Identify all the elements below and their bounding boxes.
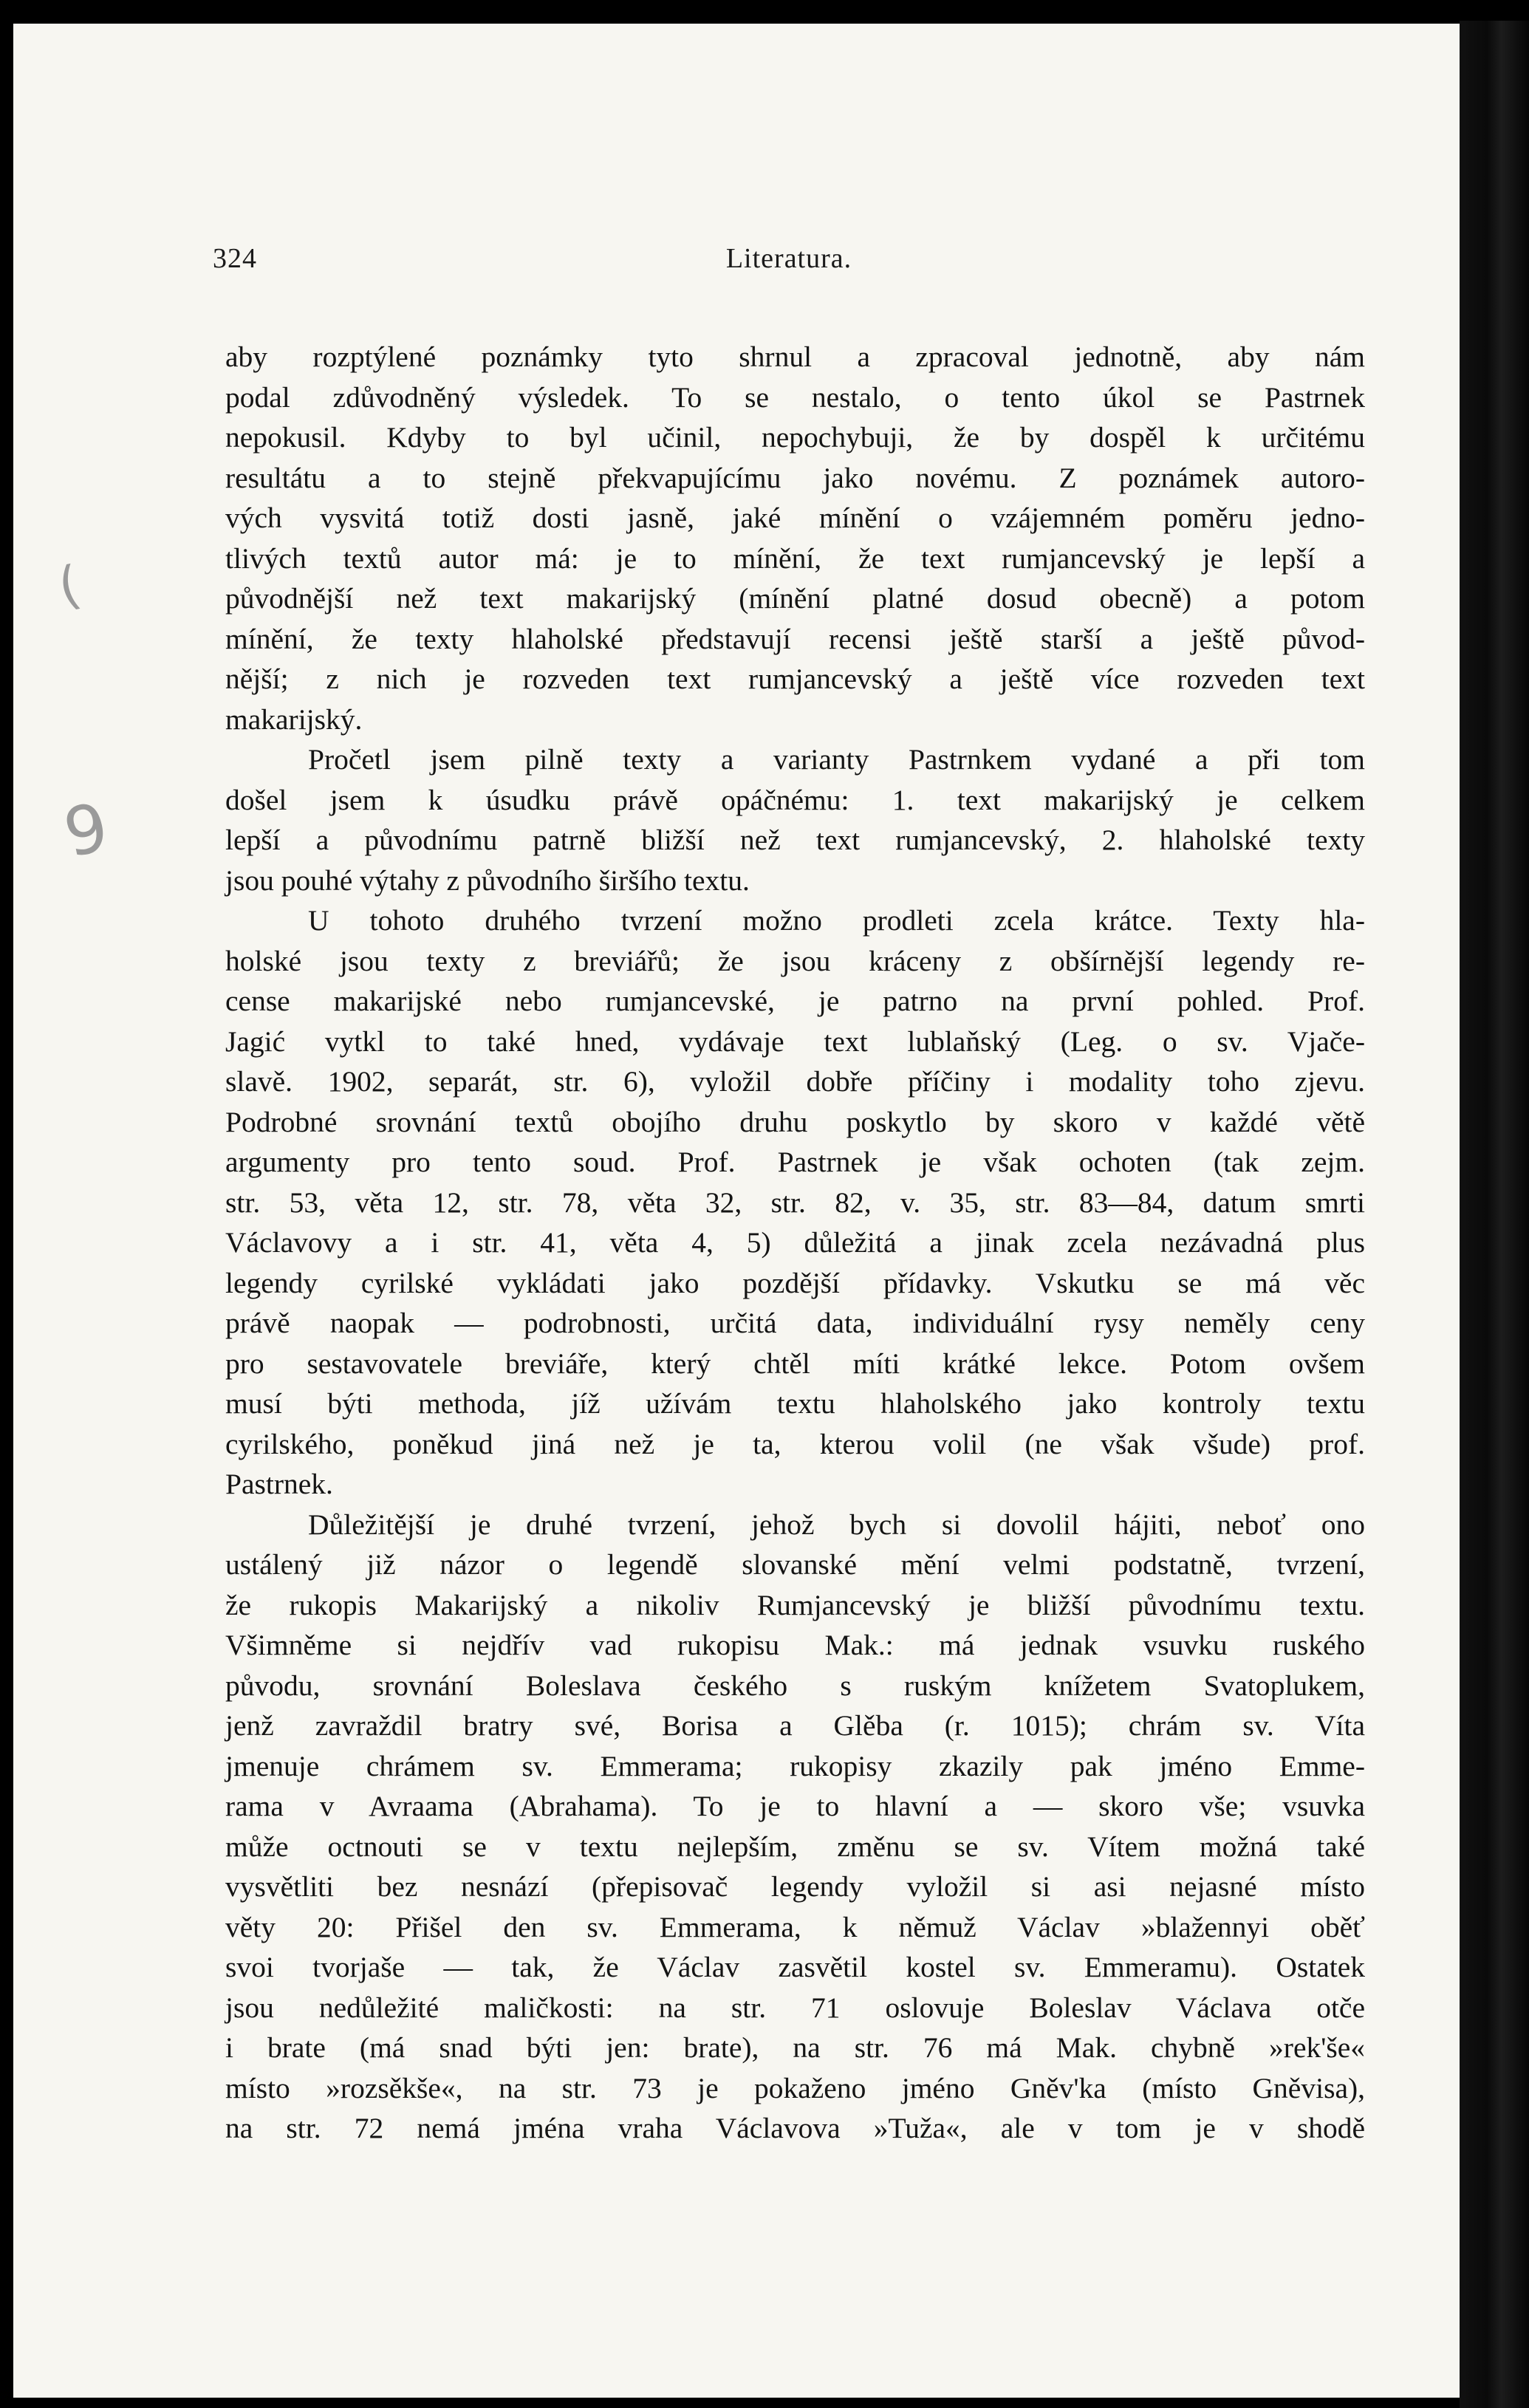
text-line: resultátu a to stejně překvapujícímu jako novému. Z poznámek autoro- xyxy=(225,461,1365,494)
paragraph-start-line: U tohoto druhého tvrzení možno prodleti zcela krátce. Texty hla- xyxy=(308,904,1365,937)
text-line: holské jsou texty z breviářů; že jsou kráceny z obšírnější legendy re- xyxy=(225,944,1365,977)
text-line: slavě. 1902, separát, str. 6), vyložil dobře příčiny i modality toho zjevu. xyxy=(225,1065,1365,1098)
text-line: musí býti methoda, jíž užívám textu hlaholského jako kontroly textu xyxy=(225,1387,1365,1420)
text-line: Pastrnek. xyxy=(225,1468,333,1500)
text-line: původu, srovnání Boleslava českého s ruským knížetem Svatoplukem, xyxy=(225,1669,1365,1702)
text-line: může octnouti se v textu nejlepším, změnu se sv. Vítem možná také xyxy=(225,1830,1365,1863)
text-line: ustálený již názor o legendě slovanské mění velmi podstatně, tvrzení, xyxy=(225,1548,1365,1581)
text-line: věty 20: Přišel den sv. Emmerama, k němuž Václav »blažennyi oběť xyxy=(225,1910,1365,1943)
text-line: lepší a původnímu patrně bližší než text rumjancevský, 2. hlaholské texty xyxy=(225,824,1365,856)
text-line: makarijský. xyxy=(225,702,363,736)
text-line: str. 53, věta 12, str. 78, věta 32, str. 82, v. 35, str. 83—84, datum smrti xyxy=(225,1186,1365,1219)
text-line: došel jsem k úsudku právě opáčnému: 1. text makarijský je celkem xyxy=(225,783,1365,816)
text-line: aby rozptýlené poznámky tyto shrnul a zpracoval jednotně, aby nám xyxy=(225,341,1365,373)
text-line: Jagić vytkl to také hned, vydávaje text lublaňský (Leg. o sv. Vjače- xyxy=(225,1025,1365,1058)
pencil-margin-mark-1: ( xyxy=(52,554,86,618)
text-line: cyrilského, poněkud jiná než je ta, kterou volil (ne však všude) prof. xyxy=(225,1427,1365,1460)
pencil-margin-mark-2: 9 xyxy=(57,788,115,873)
text-line: Podrobné srovnání textů obojího druhu poskytlo by skoro v každé větě xyxy=(225,1105,1365,1138)
paragraph-start-line: Důležitější je druhé tvrzení, jehož bych si dovolil hájiti, neboť ono xyxy=(308,1508,1365,1541)
book-page xyxy=(13,24,1460,2398)
text-line: argumenty pro tento soud. Prof. Pastrnek je však ochoten (tak zejm. xyxy=(225,1146,1365,1178)
text-line: že rukopis Makarijský a nikoliv Rumjancevský je bližší původnímu textu. xyxy=(225,1588,1365,1621)
text-line: jsou pouhé výtahy z původního širšího textu. xyxy=(225,863,750,897)
text-line: jsou nedůležité maličkosti: na str. 71 oslovuje Boleslav Václava otče xyxy=(225,1991,1365,2024)
text-line: i brate (má snad býti jen: brate), na str. 76 má Mak. chybně »rek'še« xyxy=(225,2031,1365,2064)
text-line: na str. 72 nemá jména vraha Václavova »Tuža«, ale v tom je v shodě xyxy=(225,2112,1365,2144)
text-line: podal zdůvodněný výsledek. To se nestalo, o tento úkol se Pastrnek xyxy=(225,380,1365,414)
paragraph-start-line: Pročetl jsem pilně texty a varianty Pastrnkem vydané a při tom xyxy=(308,743,1365,776)
text-line: jenž zavraždil bratry své, Borisa a Glěba (r. 1015); chrám sv. Víta xyxy=(225,1709,1365,1742)
text-line: mínění, že texty hlaholské představují recensi ještě starší a ještě původ- xyxy=(225,622,1365,655)
text-line: tlivých textů autor má: je to mínění, že text rumjancevský je lepší a xyxy=(225,541,1365,575)
page-number: 324 xyxy=(213,243,257,274)
text-line: nepokusil. Kdyby to byl učinil, nepochybuji, že by dospěl k určitému xyxy=(225,421,1365,454)
text-line: legendy cyrilské vykládati jako pozdější přídavky. Vskutku se má věc xyxy=(225,1266,1365,1299)
text-line: pro sestavovatele breviáře, který chtěl míti krátké lekce. Potom ovšem xyxy=(225,1347,1365,1380)
text-line: nější; z nich je rozveden text rumjancevský a ještě více rozveden text xyxy=(225,663,1365,695)
text-line: rama v Avraama (Abrahama). To je to hlavní a — skoro vše; vsuvka xyxy=(225,1790,1365,1822)
running-title: Literatura. xyxy=(725,243,852,274)
text-line: vysvětliti bez nesnází (přepisovač legendy vyložil si asi nejasné místo xyxy=(225,1870,1365,1903)
text-line: jmenuje chrámem sv. Emmerama; rukopisy zkazily pak jméno Emme- xyxy=(225,1749,1365,1782)
text-line: místo »rozsěkše«, na str. 73 je pokaženo jméno Gněv'ka (místo Gněvisa), xyxy=(225,2071,1365,2104)
text-line: vých vysvitá totiž dosti jasně, jaké mínění o vzájemném poměru jedno- xyxy=(225,502,1365,534)
text-line: původnější než text makarijský (mínění platné dosud obecně) a potom xyxy=(225,582,1365,615)
body-text xyxy=(225,337,1365,2149)
text-line: cense makarijské nebo rumjancevské, je patrno na první pohled. Prof. xyxy=(225,985,1365,1017)
text-line: Václavovy a i str. 41, věta 4, 5) důležitá a jinak zcela nezávadná plus xyxy=(225,1226,1365,1259)
page-header xyxy=(213,242,1365,287)
scan-edge-shadow xyxy=(1460,21,1529,2408)
text-line: Všimněme si nejdřív vad rukopisu Mak.: má jednak vsuvku ruského xyxy=(225,1629,1365,1661)
text-line: právě naopak — podrobnosti, určitá data, individuální rysy neměly ceny xyxy=(225,1307,1365,1339)
text-line: svoi tvorjaše — tak, že Václav zasvětil kostel sv. Emmeramu). Ostatek xyxy=(225,1951,1365,1983)
